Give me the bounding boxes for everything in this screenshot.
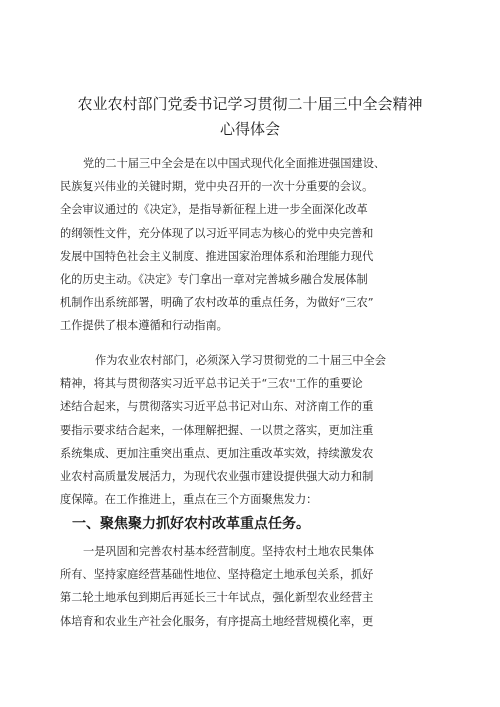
paragraph-line: 化的历史主动。《决定》专门拿出一章对完善城乡融合发展体制 [60, 272, 368, 286]
paragraph-line: 系统集成、更加注重突出重点、更加注重改革实效，持续激发农 [60, 446, 374, 460]
paragraph-line: 述结合起来，与贯彻落实习近平总书记对山东、对济南工作的重 [60, 400, 374, 414]
paragraph-3 [60, 540, 440, 633]
paragraph-line: 要指示要求结合起来，一体理解把握、一以贯之落实，更加注重 [60, 423, 374, 437]
paragraph-1 [60, 152, 440, 338]
document-title-line-1: 农业农村部门党委书记学习贯彻二十届三中全会精神 [77, 95, 423, 113]
paragraph-line: 度保障。在工作推进上，重点在三个方面聚焦发力： [60, 493, 318, 507]
paragraph-line: 发展中国特色社会主义制度、推进国家治理体系和治理能力现代 [60, 249, 374, 263]
paragraph-line: 体培育和农业生产社会化服务，有序提高土地经营规模化率，更 [60, 614, 374, 628]
paragraph-line: 工作提供了根本遵循和行动指南。 [60, 319, 228, 333]
paragraph-line: 的纲领性文件，充分体现了以习近平同志为核心的党中央完善和 [60, 226, 374, 240]
paragraph-line: 机制作出系统部署，明确了农村改革的重点任务，为做好“三农” [60, 296, 374, 310]
document-title-line-2: 心得体会 [219, 120, 280, 138]
paragraph-line: 第二轮土地承包到期后再延长三十年试点，强化新型农业经营主 [60, 591, 374, 605]
paragraph-line: 作为农业农村部门，必须深入学习贯彻党的二十届三中全会 [95, 354, 386, 367]
paragraph-line: 全会审议通过的《决定》，是指导新征程上进一步全面深化改革 [60, 203, 368, 217]
paragraph-line: 民族复兴伟业的关键时期，党中央召开的一次十分重要的会议。 [60, 180, 374, 194]
paragraph-2 [60, 349, 440, 511]
section-heading-1: 一、聚焦聚力抓好农村改革重点任务。 [72, 516, 310, 532]
paragraph-line: 党的二十届三中全会是在以中国式现代化全面推进强国建设、 [83, 157, 386, 170]
paragraph-line: 一是巩固和完善农村基本经营制度。坚持农村土地农民集体 [83, 545, 374, 558]
paragraph-line: 所有、坚持家庭经营基础性地位、坚持稳定土地承包关系，抓好 [60, 568, 374, 582]
paragraph-line: 精神，将其与贯彻落实习近平总书记关于“三农''工作的重要论 [60, 377, 363, 391]
paragraph-line: 业农村高质量发展活力，为现代农业强市建设提供强大动力和制 [60, 469, 374, 483]
